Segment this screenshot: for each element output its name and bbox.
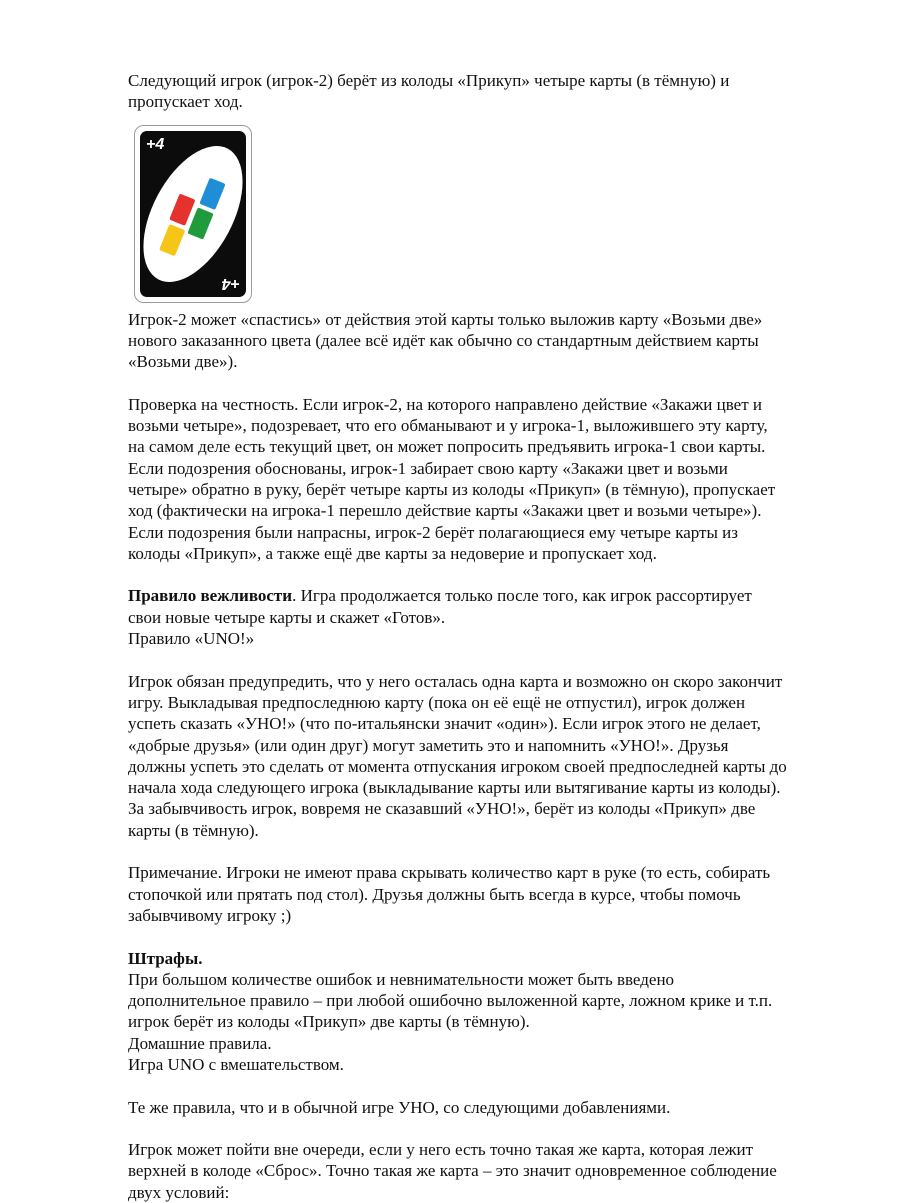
text-line: «Возьми две»).	[128, 352, 238, 372]
escape-paragraph	[128, 309, 844, 373]
out-of-turn-paragraph	[128, 1139, 844, 1203]
text-line: Игрок может пойти вне очереди, если у него есть точно такая же карта, которая лежит	[128, 1140, 754, 1160]
uno-rule-heading: Правило «UNO!»	[128, 629, 255, 649]
text-line: дополнительное правило – при любой ошибочно выложенной карте, ложном крике и т.п.	[128, 991, 773, 1011]
text-line: на самом деле есть текущий цвет, он может попросить предъявить игрока-1 свои карты.	[128, 437, 766, 457]
intro-paragraph	[128, 70, 844, 113]
card-label-top: +4	[146, 135, 165, 153]
penalties-paragraph	[128, 948, 844, 1076]
politeness-paragraph	[128, 585, 844, 649]
wild-draw-four-card-image	[134, 125, 252, 303]
text-line: двух условий:	[128, 1182, 230, 1202]
text-line: Следующий игрок (игрок-2) берёт из колоды «Прикуп» четыре карты (в тёмную) и	[128, 71, 730, 90]
interference-heading: Игра UNO с вмешательством.	[128, 1054, 344, 1074]
text-line	[128, 585, 844, 606]
text-line: четыре» обратно в руку, берёт четыре карты из колоды «Прикуп» (в тёмную), пропускает	[128, 479, 776, 499]
text-line: Те же правила, что и в обычной игре УНО, со следующими добавлениями.	[128, 1097, 671, 1117]
politeness-title: Правило вежливости	[128, 586, 293, 606]
penalties-heading: Штрафы.	[128, 948, 203, 968]
text-line: Проверка на честность. Если игрок-2, на которого направлено действие «Закажи цвет и	[128, 394, 762, 414]
document-page	[128, 70, 844, 1203]
text-line: забывчивому игроку ;)	[128, 905, 292, 925]
text-line: При большом количестве ошибок и невнимательности может быть введено	[128, 969, 675, 989]
text-line: пропускает ход.	[128, 92, 243, 112]
text-line: колоды «Прикуп», а также ещё две карты за недоверие и пропускает ход.	[128, 543, 657, 563]
text-line: игру. Выкладывая предпоследнюю карту (пока он её ещё не отпустил), игрок должен	[128, 692, 746, 712]
text-line: свои новые четыре карты и скажет «Готов».	[128, 607, 446, 627]
text-line: карты (в тёмную).	[128, 820, 259, 840]
text-line: нового заказанного цвета (далее всё идёт как обычно со стандартным действием карты	[128, 330, 759, 350]
text-line: стопочкой или прятать под стол). Друзья должны быть всегда в курсе, чтобы помочь	[128, 884, 741, 904]
text-line: игрок берёт из колоды «Прикуп» две карты (в тёмную).	[128, 1012, 530, 1032]
card-label-bottom: +4	[221, 274, 240, 292]
text-line: За забывчивость игрок, вовремя не сказавший «УНО!», берёт из колоды «Прикуп» две	[128, 799, 756, 819]
text-line: должны успеть это сделать от момента отпускания игроком своей предпоследней карты до	[128, 756, 787, 776]
text-line: Игрок-2 может «спастись» от действия этой карты только выложив карту «Возьми две»	[128, 309, 763, 329]
text-line: успеть сказать «УНО!» (что по-итальянски значит «один»). Если игрок этого не делает,	[128, 714, 761, 734]
honesty-check-paragraph	[128, 394, 844, 564]
text-line: Игрок обязан предупредить, что у него осталась одна карта и возможно он скоро закончит	[128, 671, 783, 691]
text-line: «добрые друзья» (или один друг) могут заметить это и напомнить «УНО!». Друзья	[128, 735, 729, 755]
text-line: Если подозрения были напрасны, игрок-2 берёт полагающиеся ему четыре карты из	[128, 522, 738, 542]
uno-rule-paragraph	[128, 671, 844, 841]
text-line: Если подозрения обоснованы, игрок-1 забирает свою карту «Закажи цвет и возьми	[128, 458, 728, 478]
text-line: ход (фактически на игрока-1 перешло действие карты «Закажи цвет и возьми четыре»).	[128, 501, 762, 521]
same-rules-paragraph	[128, 1097, 844, 1118]
text-line: начала хода следующего игрока (выкладывание карты или вытягивание карты из колоды).	[128, 778, 781, 798]
house-rules-heading: Домашние правила.	[128, 1033, 272, 1053]
politeness-text: . Игра продолжается только после того, как игрок рассортирует	[292, 586, 752, 606]
text-line: возьми четыре», подозревает, что его обманывают и у игрока-1, выложившего эту карту,	[128, 416, 768, 436]
text-line: верхней в колоде «Сброс». Точно такая же карта – это значит одновременное соблюдение	[128, 1161, 777, 1181]
text-line: Примечание. Игроки не имеют права скрывать количество карт в руке (то есть, собирать	[128, 863, 771, 883]
note-paragraph	[128, 862, 844, 926]
